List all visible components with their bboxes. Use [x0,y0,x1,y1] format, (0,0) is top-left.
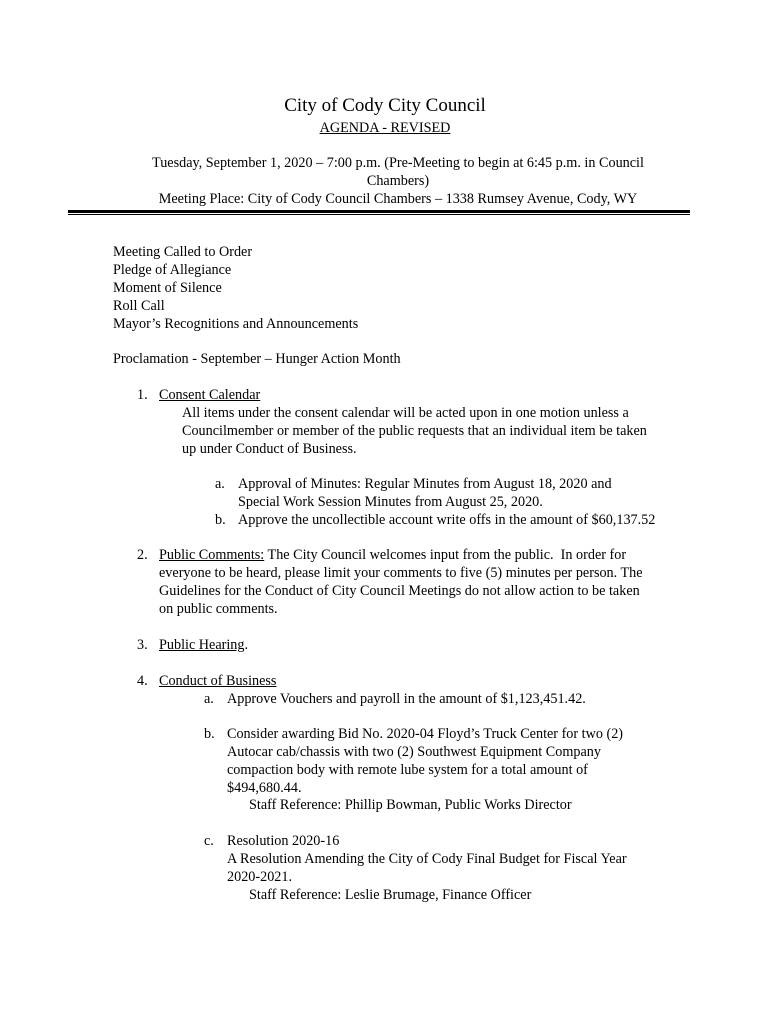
public-comments-text: Guidelines for the Conduct of City Council Meetings do not allow action to be taken [159,583,640,599]
conduct-item-resolution: Resolution 2020-16 [227,833,340,849]
public-hearing-suffix: . [244,637,249,653]
consent-item-minutes-cont: Special Work Session Minutes from August 25, 2020. [238,494,543,510]
consent-description: Councilmember or member of the public requests that an individual item be taken [182,423,647,439]
opening-item: Meeting Called to Order [113,244,253,260]
item-number: 3. [137,637,148,653]
public-hearing-heading: Public Hearing [159,637,245,653]
public-comments-line [159,546,626,564]
sub-item-label: a. [204,691,214,707]
conduct-item-bid: compaction body with remote lube system for a total amount of [227,762,588,778]
public-comments-text: everyone to be heard, please limit your comments to five (5) minutes per person. The [159,565,643,581]
staff-reference: Staff Reference: Leslie Brumage, Finance Officer [249,887,532,903]
consent-description: All items under the consent calendar will be acted upon in one motion unless a [182,405,629,421]
sub-item-label: c. [204,833,214,849]
opening-item: Moment of Silence [113,280,222,296]
conduct-of-business-heading: Conduct of Business [159,673,277,689]
consent-calendar-heading: Consent Calendar [159,387,261,403]
proclamation: Proclamation - September – Hunger Action Month [113,351,401,367]
public-comments-text: on public comments. [159,601,278,617]
meeting-place-line: Meeting Place: City of Cody Council Chambers – 1338 Rumsey Avenue, Cody, WY [158,191,638,207]
consent-item-writeoffs: Approve the uncollectible account write offs in the amount of $60,137.52 [238,512,656,528]
opening-item: Roll Call [113,298,165,314]
conduct-item-resolution: A Resolution Amending the City of Cody Final Budget for Fiscal Year [227,851,627,867]
item-number: 1. [137,387,148,403]
opening-item: Pledge of Allegiance [113,262,232,278]
consent-description: up under Conduct of Business. [182,441,357,457]
public-comments-text: The City Council welcomes input from the public. In order for [264,547,627,563]
item-number: 4. [137,673,148,689]
page-title: City of Cody City Council [284,95,486,116]
item-number: 2. [137,547,148,563]
conduct-item-bid: Autocar cab/chassis with two (2) Southwest Equipment Company [227,744,601,760]
staff-reference: Staff Reference: Phillip Bowman, Public Works Director [249,797,572,813]
conduct-item-vouchers: Approve Vouchers and payroll in the amount of $1,123,451.42. [227,691,586,707]
page-subtitle: AGENDA - REVISED [319,120,451,136]
public-hearing-line [159,636,248,654]
sub-item-label: b. [204,726,215,742]
meeting-date-line: Tuesday, September 1, 2020 – 7:00 p.m. (Pre-Meeting to begin at 6:45 p.m. in Council [152,155,644,171]
sub-item-label: b. [215,512,226,528]
consent-item-minutes: Approval of Minutes: Regular Minutes from August 18, 2020 and [238,476,612,492]
header-divider-thin [68,214,690,215]
meeting-date-line-cont: Chambers) [366,173,430,189]
conduct-item-bid: $494,680.44. [227,780,302,796]
conduct-item-bid: Consider awarding Bid No. 2020-04 Floyd’s Truck Center for two (2) [227,726,624,742]
header-divider-thick [68,210,690,213]
public-comments-heading: Public Comments: [159,547,265,563]
opening-item: Mayor’s Recognitions and Announcements [113,316,359,332]
sub-item-label: a. [215,476,225,492]
conduct-item-resolution: 2020-2021. [227,869,293,885]
